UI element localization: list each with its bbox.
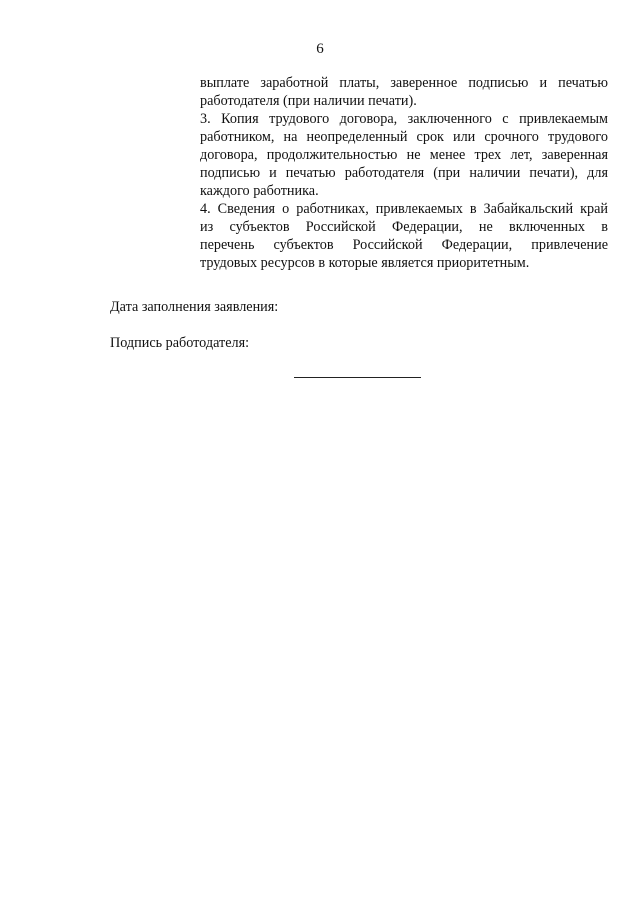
body-line: договора, продолжительностью не менее трех лет, заверенная	[200, 147, 608, 163]
body-line: перечень субъектов Российской Федерации, привлечение	[200, 237, 608, 253]
body-line: работником, на неопределенный срок или срочного трудового	[200, 129, 608, 145]
body-line: выплате заработной платы, заверенное подписью и печатью	[200, 75, 608, 91]
body-line: работодателя (при наличии печати).	[200, 93, 417, 109]
body-line: 3. Копия трудового договора, заключенного с привлекаемым	[200, 111, 608, 127]
signature-label: Подпись работодателя:	[110, 335, 250, 351]
page-number: 6	[316, 41, 324, 57]
body-line: трудовых ресурсов в которые является приоритетным.	[200, 255, 530, 271]
end-divider	[294, 377, 421, 378]
date-label: Дата заполнения заявления:	[110, 299, 279, 315]
body-line: подписью и печатью работодателя (при наличии печати), для	[200, 165, 608, 181]
body-line: каждого работника.	[200, 183, 319, 199]
body-line: из субъектов Российской Федерации, не включенных в	[200, 219, 608, 235]
body-line: 4. Сведения о работниках, привлекаемых в Забайкальский край	[200, 201, 608, 217]
